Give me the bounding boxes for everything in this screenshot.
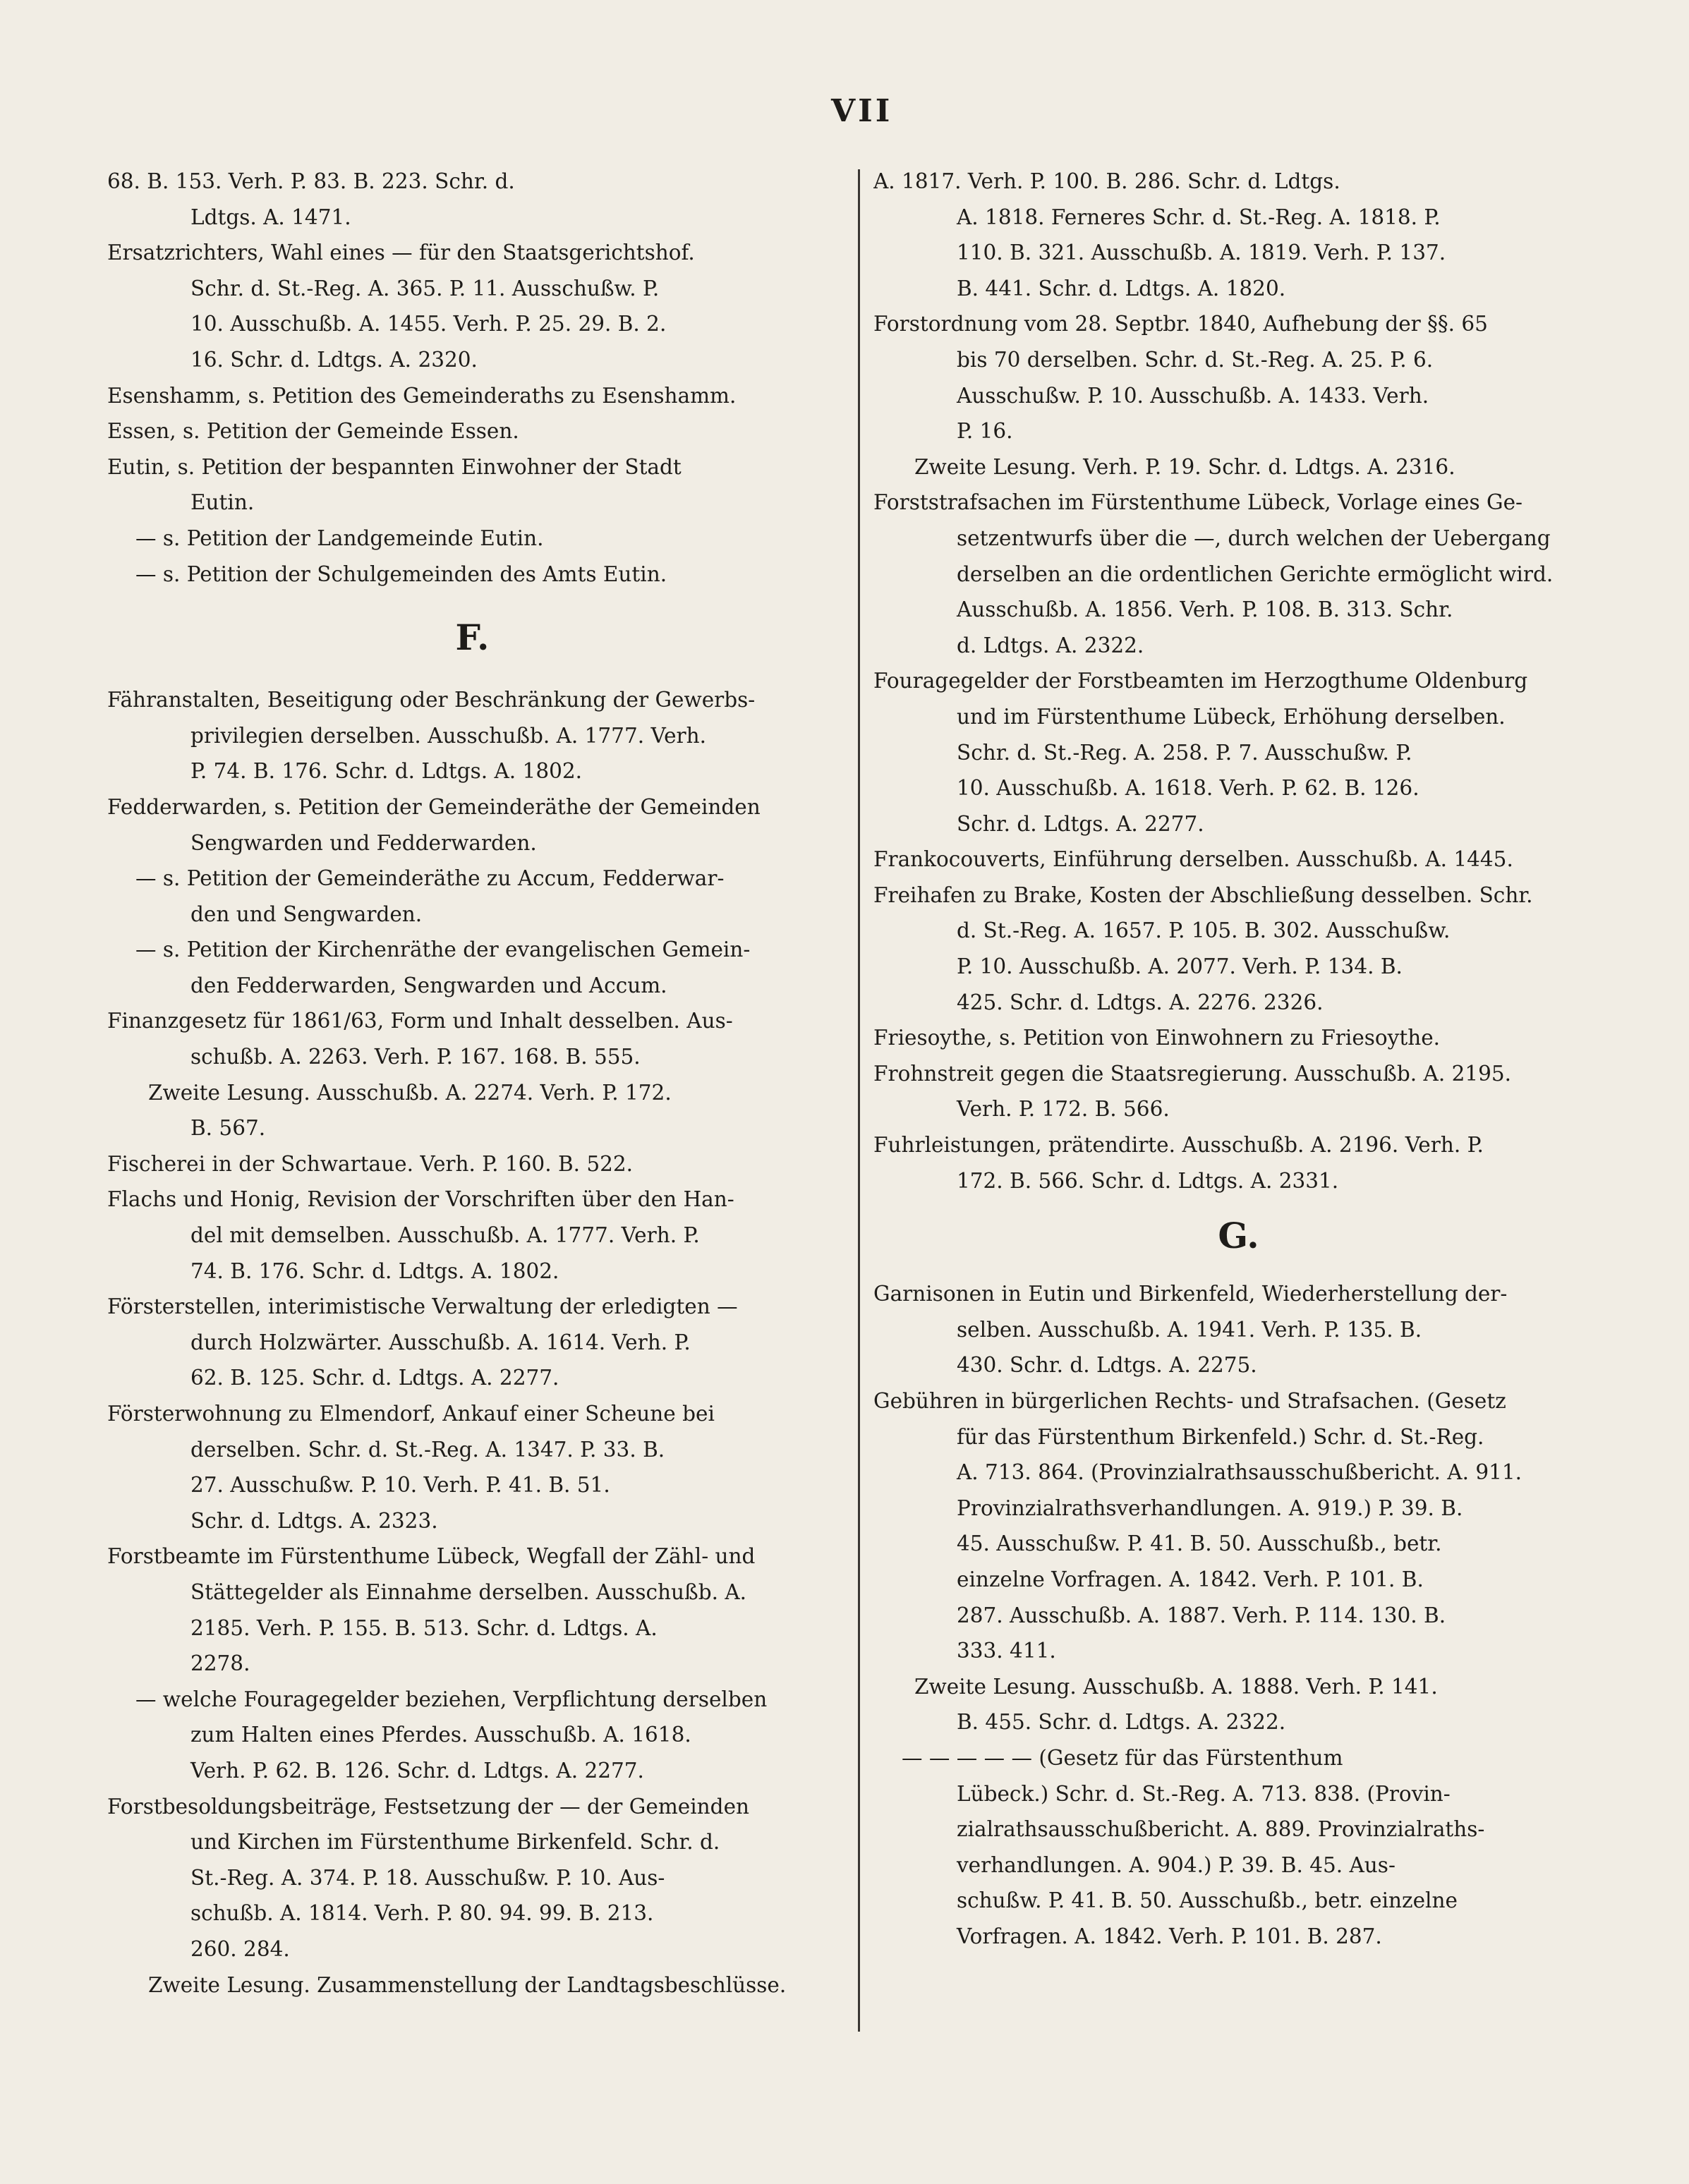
index-entry-line: durch Holzwärter. Ausschußb. A. 1614. Verh. P. — [190, 1330, 691, 1354]
index-entry-line: schußw. P. 41. B. 50. Ausschußb., betr. einzelne — [957, 1888, 1458, 1913]
index-entry-line: d. St.-Reg. A. 1657. P. 105. B. 302. Ausschußw. — [957, 918, 1451, 943]
index-entry — [873, 1740, 1604, 1955]
index-entry-line: Lübeck.) Schr. d. St.-Reg. A. 713. 838. (Provin- — [957, 1781, 1451, 1806]
index-entry-line: 10. Ausschußb. A. 1455. Verh. P. 25. 29. B. 2. — [190, 312, 667, 336]
index-entry-line: und Kirchen im Fürstenthume Birkenfeld. Schr. d. — [190, 1830, 720, 1855]
index-entry — [107, 1182, 837, 1289]
index-entry — [107, 1396, 837, 1539]
index-entry-line: 2278. — [190, 1651, 250, 1676]
index-entry-line: — s. Petition der Landgemeinde Eutin. — [135, 526, 544, 550]
index-entry-line: Vorfragen. A. 1842. Verh. P. 101. B. 287. — [957, 1924, 1382, 1948]
index-entry-line: Forstordnung vom 28. Septbr. 1840, Aufhebung der §§. 65 — [873, 312, 1488, 336]
index-entry-line: setzentwurfs über die —, durch welchen der Uebergang — [957, 526, 1551, 550]
index-entry-line: derselben an die ordentlichen Gerichte ermöglicht wird. — [957, 562, 1554, 586]
index-entry-line: A. 1817. Verh. P. 100. B. 286. Schr. d. Ldtgs. — [873, 169, 1340, 193]
index-entry-line: P. 10. Ausschußb. A. 2077. Verh. P. 134. B. — [957, 954, 1403, 979]
index-entry-line: Zweite Lesung. Ausschußb. A. 2274. Verh. P. 172. — [148, 1080, 672, 1105]
index-entry — [873, 878, 1604, 1020]
index-entry — [873, 842, 1604, 878]
index-entry — [107, 1289, 837, 1396]
index-entry-line: Fähranstalten, Beseitigung oder Beschränkung der Gewerbs- — [107, 688, 756, 712]
page-number: VII — [831, 93, 893, 129]
index-entry-line: Schr. d. Ldtgs. A. 2323. — [190, 1508, 438, 1533]
index-entry — [107, 1789, 837, 1967]
index-entry-line: Esenshamm, s. Petition des Gemeinderaths zu Esenshamm. — [107, 383, 737, 408]
index-entry — [873, 449, 1604, 485]
index-entry-line: Schr. d. St.-Reg. A. 258. P. 7. Ausschußw. P. — [957, 740, 1412, 765]
index-entry — [873, 485, 1604, 663]
index-entry-line: Fouragegelder der Forstbeamten im Herzogthume Oldenburg — [873, 669, 1528, 693]
index-entry-line: Ausschußw. P. 10. Ausschußb. A. 1433. Verh. — [957, 383, 1429, 408]
index-entry-line: Verh. P. 62. B. 126. Schr. d. Ldtgs. A. 2277. — [190, 1758, 644, 1783]
index-entry — [873, 1276, 1604, 1383]
index-entry-line: für das Fürstenthum Birkenfeld.) Schr. d. St.-Reg. — [957, 1424, 1484, 1449]
index-entry-line: — s. Petition der Kirchenräthe der evangelischen Gemein- — [135, 938, 751, 962]
index-entry — [873, 306, 1604, 449]
index-entry-line: d. Ldtgs. A. 2322. — [957, 633, 1144, 657]
index-entry — [107, 413, 837, 449]
index-entry-line: Finanzgesetz für 1861/63, Form und Inhalt desselben. Aus- — [107, 1009, 733, 1033]
index-entry — [873, 663, 1604, 842]
index-entry-line: Forstbesoldungsbeiträge, Festsetzung der — der Gemeinden — [107, 1794, 750, 1819]
index-entry — [107, 1539, 837, 1681]
index-entry-line: zum Halten eines Pferdes. Ausschußb. A. 1618. — [190, 1723, 691, 1747]
index-entry-line: Sengwarden und Fedderwarden. — [190, 830, 537, 855]
index-entry-line: Zweite Lesung. Zusammenstellung der Landtagsbeschlüsse. — [148, 1972, 787, 1997]
index-entry-line: B. 567. — [190, 1116, 266, 1141]
index-entry-line: 10. Ausschußb. A. 1618. Verh. P. 62. B. 126. — [957, 776, 1419, 801]
index-entry-line: schußb. A. 1814. Verh. P. 80. 94. 99. B. 213. — [190, 1901, 654, 1926]
index-entry-line: 68. B. 153. Verh. P. 83. B. 223. Schr. d. — [107, 169, 515, 193]
index-entry — [107, 1075, 837, 1146]
right-column — [873, 164, 1604, 1955]
index-entry — [107, 1146, 837, 1182]
index-entry-line: Garnisonen in Eutin und Birkenfeld, Wiederherstellung der- — [873, 1282, 1508, 1306]
index-entry-line: Frankocouverts, Einführung derselben. Ausschußb. A. 1445. — [873, 847, 1513, 872]
section-letter-g: G. — [1218, 1215, 1259, 1257]
index-entry-line: A. 1818. Ferneres Schr. d. St.-Reg. A. 1818. P. — [957, 205, 1441, 229]
index-entry-line: Gebühren in bürgerlichen Rechts- und Strafsachen. (Gesetz — [873, 1389, 1506, 1413]
index-entry-line: Försterstellen, interimistische Verwaltung der erledigten — — [107, 1294, 738, 1319]
index-entry-line: Forststrafsachen im Fürstenthume Lübeck, Vorlage eines Ge- — [873, 490, 1523, 515]
index-entry-line: Stättegelder als Einnahme derselben. Ausschußb. A. — [190, 1579, 747, 1604]
index-entry-line: Zweite Lesung. Ausschußb. A. 1888. Verh. P. 141. — [914, 1674, 1438, 1699]
index-entry-line: Ausschußb. A. 1856. Verh. P. 108. B. 313. Schr. — [957, 597, 1453, 622]
index-entry-line: B. 441. Schr. d. Ldtgs. A. 1820. — [957, 276, 1286, 301]
right-entries-a — [873, 164, 1604, 1199]
index-entry-line: 2185. Verh. P. 155. B. 513. Schr. d. Ldtgs. A. — [190, 1615, 658, 1640]
index-entry-line: 16. Schr. d. Ldtgs. A. 2320. — [190, 347, 478, 372]
index-entry-line: 430. Schr. d. Ldtgs. A. 2275. — [957, 1353, 1257, 1378]
index-entry-line: 27. Ausschußw. P. 10. Verh. P. 41. B. 51. — [190, 1473, 610, 1498]
index-entry-line: 62. B. 125. Schr. d. Ldtgs. A. 2277. — [190, 1366, 559, 1390]
index-entry-line: B. 455. Schr. d. Ldtgs. A. 2322. — [957, 1710, 1286, 1735]
index-entry-line: Fedderwarden, s. Petition der Gemeinderäthe der Gemeinden — [107, 794, 761, 819]
index-entry-line: P. 16. — [957, 419, 1013, 444]
left-entries-a — [107, 164, 837, 592]
index-entry — [107, 164, 837, 235]
index-entry-line: Freihafen zu Brake, Kosten der Abschließung desselben. Schr. — [873, 882, 1533, 907]
index-entry — [107, 861, 837, 932]
index-entry — [107, 682, 837, 789]
index-entry — [107, 1682, 837, 1789]
index-entry — [107, 1967, 837, 2003]
index-entry-line: Essen, s. Petition der Gemeinde Essen. — [107, 419, 519, 444]
index-entry-line: zialrathsausschußbericht. A. 889. Provinzialraths- — [957, 1817, 1485, 1842]
index-entry-line: Ersatzrichters, Wahl eines — für den Staatsgerichtshof. — [107, 241, 695, 265]
index-entry-line: — s. Petition der Gemeinderäthe zu Accum, Fedderwar- — [135, 866, 725, 891]
index-entry-line: — welche Fouragegelder beziehen, Verpflichtung derselben — [135, 1687, 768, 1711]
index-entry-line: 287. Ausschußb. A. 1887. Verh. P. 114. 130. B. — [957, 1603, 1446, 1627]
section-letter-f: F. — [455, 617, 490, 659]
index-entry-line: Fuhrleistungen, prätendirte. Ausschußb. A. 2196. Verh. P. — [873, 1133, 1484, 1158]
index-entry-line: Schr. d. Ldtgs. A. 2277. — [957, 811, 1204, 836]
index-entry-line: den und Sengwarden. — [190, 902, 423, 926]
index-entry — [873, 1669, 1604, 1740]
index-entry-line: del mit demselben. Ausschußb. A. 1777. Verh. P. — [190, 1223, 700, 1248]
index-entry — [873, 1056, 1604, 1127]
index-entry-line: selben. Ausschußb. A. 1941. Verh. P. 135. B. — [957, 1317, 1422, 1342]
index-entry — [107, 1003, 837, 1074]
index-entry-line: Försterwohnung zu Elmendorf, Ankauf einer Scheune bei — [107, 1402, 715, 1426]
index-entry-line: 110. B. 321. Ausschußb. A. 1819. Verh. P. 137. — [957, 241, 1446, 265]
index-entry — [873, 1020, 1604, 1056]
index-entry — [107, 521, 837, 557]
index-entry-line: 425. Schr. d. Ldtgs. A. 2276. 2326. — [957, 990, 1324, 1014]
index-entry-line: — s. Petition der Schulgemeinden des Amts Eutin. — [135, 562, 667, 586]
index-entry — [107, 557, 837, 593]
index-entry-line: Ldtgs. A. 1471. — [190, 205, 351, 229]
index-entry — [107, 378, 837, 414]
index-entry-line: Verh. P. 172. B. 566. — [957, 1097, 1170, 1122]
index-entry-line: Frohnstreit gegen die Staatsregierung. Ausschußb. A. 2195. — [873, 1061, 1512, 1086]
index-entry-line: — — — — — (Gesetz für das Fürstenthum — [902, 1745, 1343, 1770]
index-entry-line: 260. 284. — [190, 1936, 290, 1961]
index-entry-line: Fischerei in der Schwartaue. Verh. P. 160. B. 522. — [107, 1151, 634, 1176]
index-entry-line: schußb. A. 2263. Verh. P. 167. 168. B. 555. — [190, 1045, 641, 1069]
index-entry-line: Zweite Lesung. Verh. P. 19. Schr. d. Ldtgs. A. 2316. — [914, 454, 1455, 479]
index-entry-line: bis 70 derselben. Schr. d. St.-Reg. A. 25. P. 6. — [957, 347, 1434, 372]
index-entry-line: A. 713. 864. (Provinzialrathsausschußbericht. A. 911. — [957, 1460, 1522, 1485]
index-entry-line: 172. B. 566. Schr. d. Ldtgs. A. 2331. — [957, 1168, 1339, 1193]
index-entry-line: und im Fürstenthume Lübeck, Erhöhung derselben. — [957, 704, 1506, 729]
index-entry — [873, 1127, 1604, 1199]
index-entry-line: den Fedderwarden, Sengwarden und Accum. — [190, 973, 667, 997]
index-entry-line: einzelne Vorfragen. A. 1842. Verh. P. 101. B. — [957, 1567, 1424, 1591]
index-entry-line: Eutin. — [190, 490, 255, 515]
left-entries-b — [107, 682, 837, 2003]
index-entry — [873, 1383, 1604, 1669]
index-entry-line: Schr. d. St.-Reg. A. 365. P. 11. Ausschußw. P. — [190, 276, 660, 301]
index-entry-line: derselben. Schr. d. St.-Reg. A. 1347. P. 33. B. — [190, 1437, 665, 1462]
index-entry-line: 45. Ausschußw. P. 41. B. 50. Ausschußb., betr. — [957, 1531, 1442, 1556]
index-entry-line: Flachs und Honig, Revision der Vorschriften über den Han- — [107, 1187, 734, 1212]
index-entry — [107, 235, 837, 377]
index-entry — [873, 164, 1604, 306]
index-entry-line: 333. 411. — [957, 1639, 1056, 1663]
index-entry-line: verhandlungen. A. 904.) P. 39. B. 45. Aus- — [957, 1852, 1396, 1877]
column-divider — [858, 169, 860, 2032]
index-entry-line: Eutin, s. Petition der bespannten Einwohner der Stadt — [107, 454, 682, 479]
left-column — [107, 164, 837, 2003]
index-entry — [107, 449, 837, 521]
index-entry-line: Provinzialrathsverhandlungen. A. 919.) P. 39. B. — [957, 1496, 1463, 1520]
index-entry-line: Forstbeamte im Fürstenthume Lübeck, Wegfall der Zähl- und — [107, 1544, 756, 1569]
index-entry-line: privilegien derselben. Ausschußb. A. 1777. Verh. — [190, 723, 707, 748]
index-entry — [107, 789, 837, 861]
index-entry-line: 74. B. 176. Schr. d. Ldtgs. A. 1802. — [190, 1258, 559, 1283]
index-entry-line: P. 74. B. 176. Schr. d. Ldtgs. A. 1802. — [190, 759, 583, 784]
index-entry-line: St.-Reg. A. 374. P. 18. Ausschußw. P. 10. Aus- — [190, 1865, 665, 1890]
index-entry — [107, 932, 837, 1003]
right-entries-b — [873, 1276, 1604, 1954]
index-entry-line: Friesoythe, s. Petition von Einwohnern zu Friesoythe. — [873, 1026, 1441, 1050]
